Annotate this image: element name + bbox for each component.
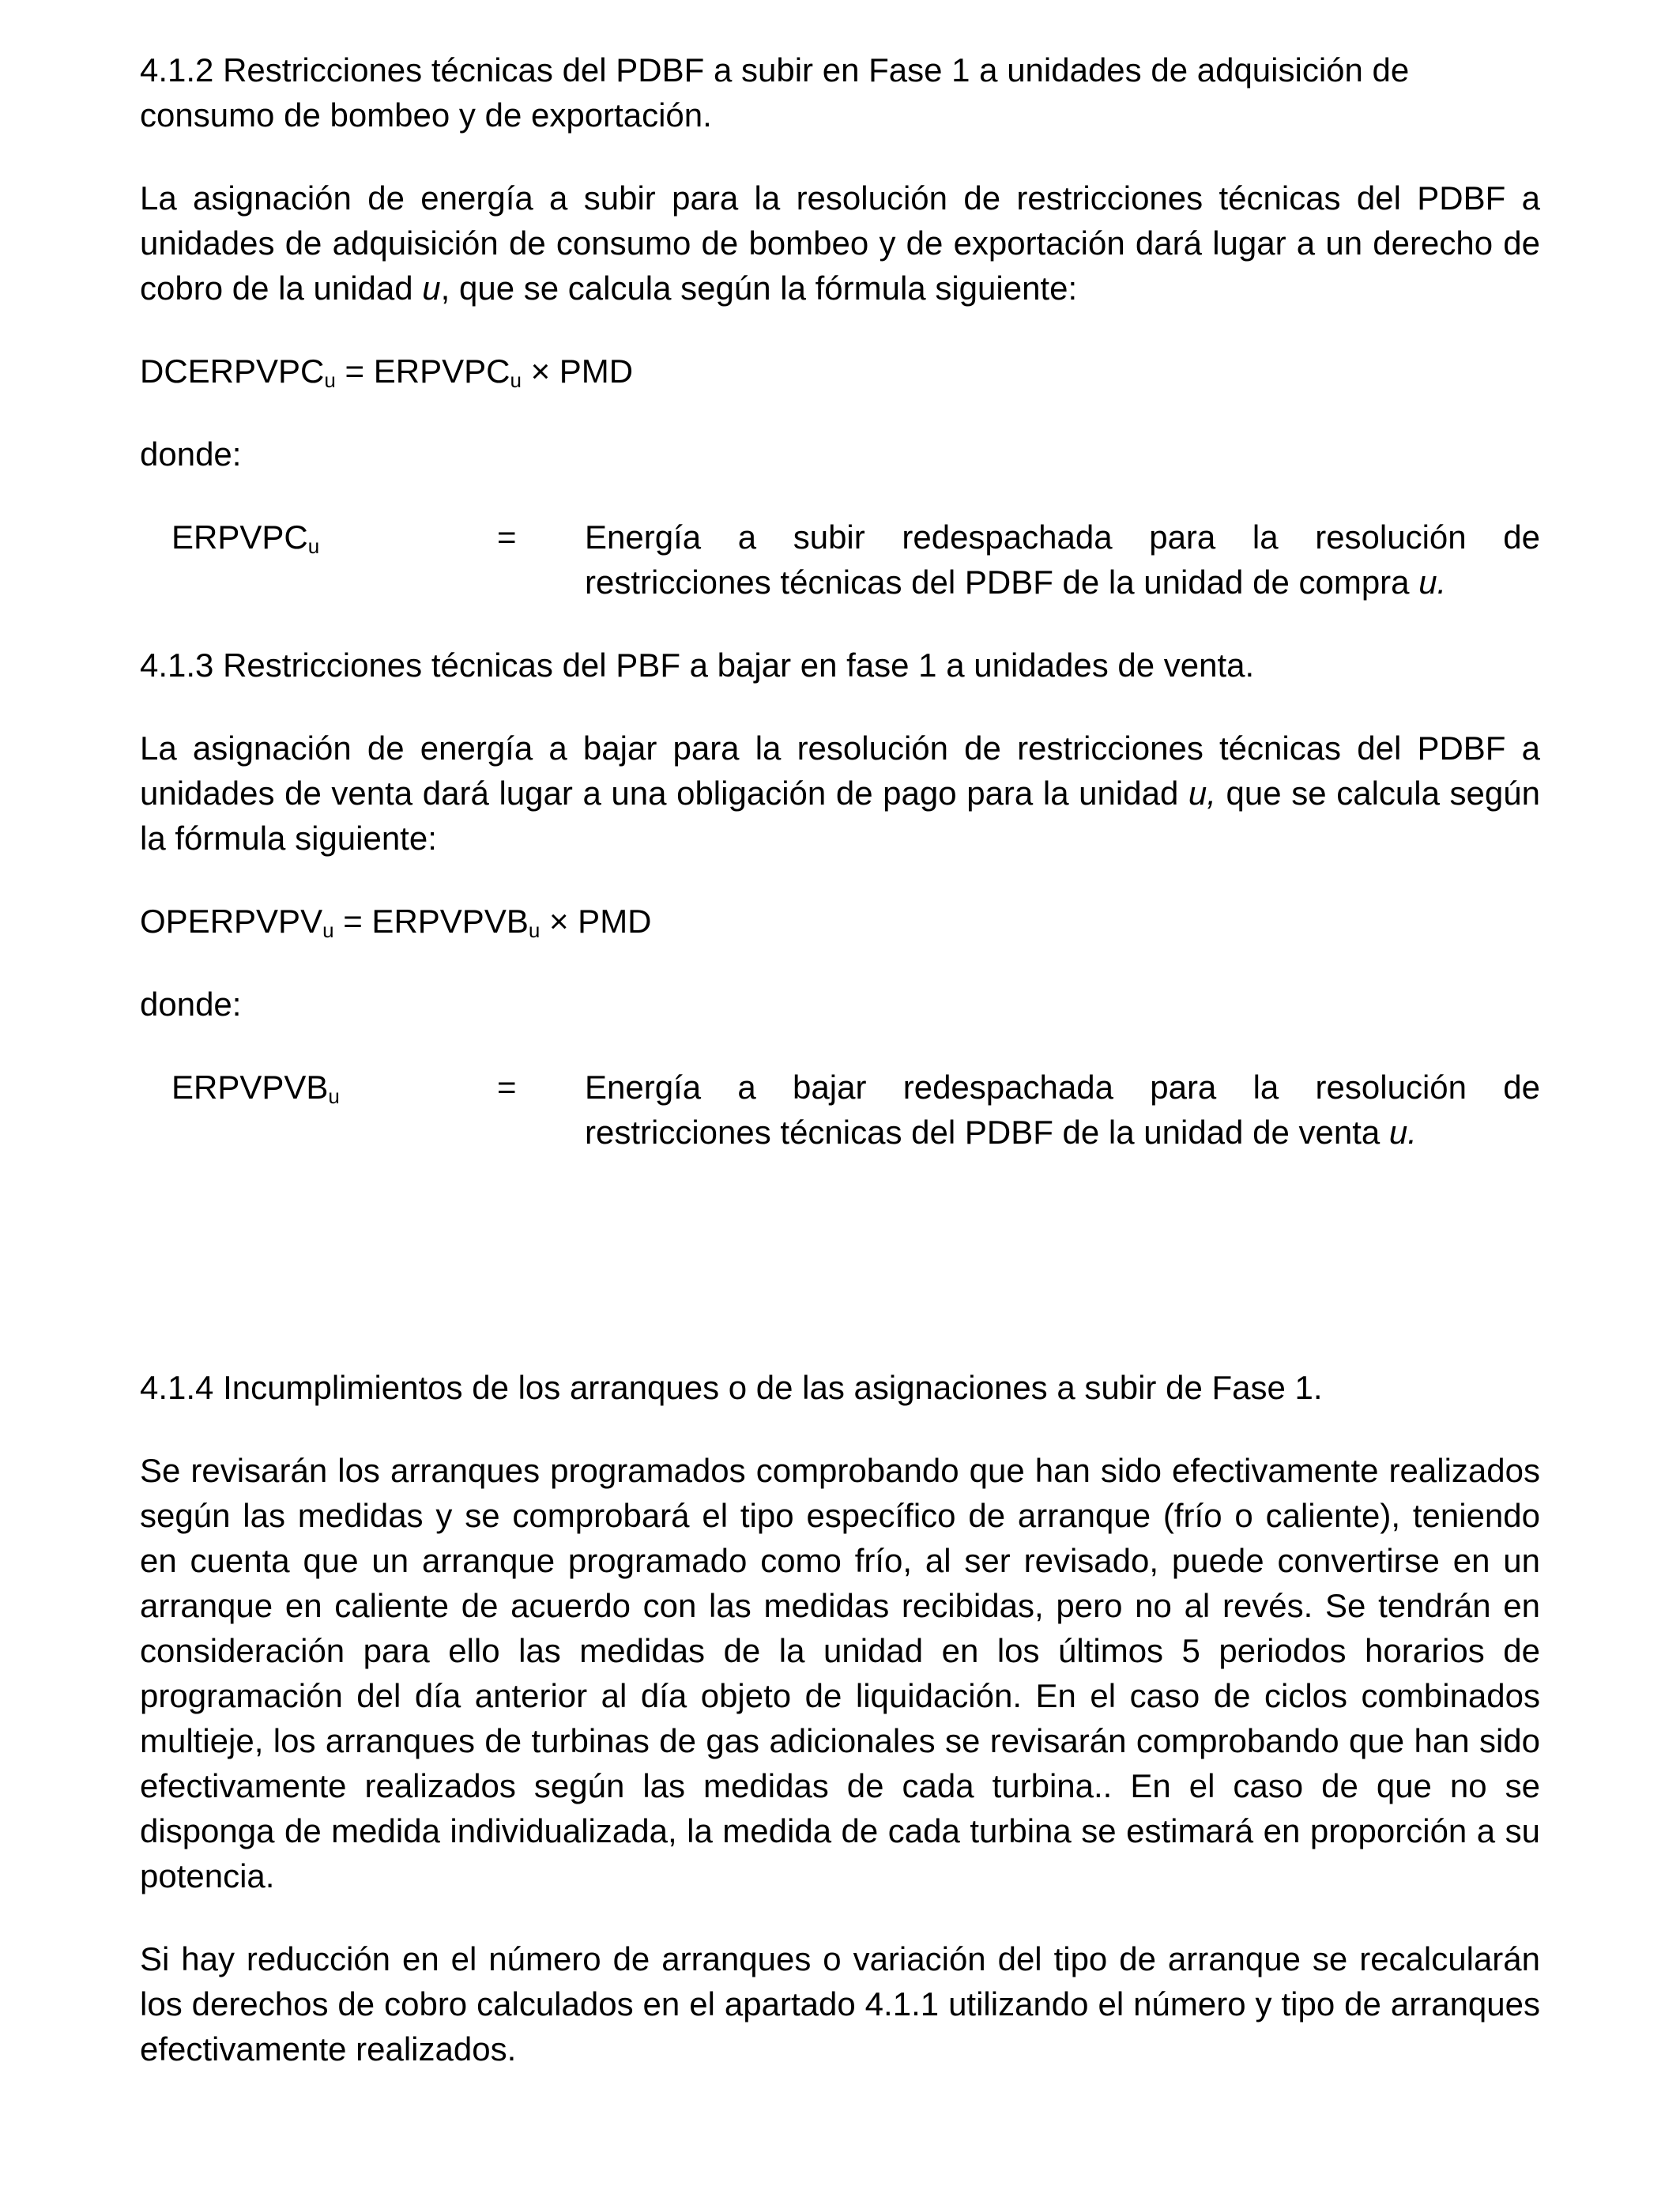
formula-mid-subscript: u: [510, 368, 522, 392]
formula-lhs: DCERPVPC: [140, 352, 325, 390]
formula-lhs: OPERPVPV: [140, 903, 323, 940]
description-text: Energía a subir redespachada para la resolución de restricciones técnicas del PDBF de la unidad de compra: [585, 518, 1540, 601]
unit-variable: u.: [1388, 1114, 1417, 1151]
description-text: Energía a bajar redespachada para la resolución de restricciones técnicas del PDBF de la unidad de venta: [585, 1069, 1540, 1151]
paragraph-text: que se calcula según la fórmula siguiente:: [140, 775, 1540, 857]
paragraph-4-1-3: [140, 726, 1540, 861]
paragraph-4-1-2: [140, 175, 1540, 311]
paragraph-text: La asignación de energía a subir para la resolución de restricciones técnicas del PDBF a unidades de adquisición de consumo de bombeo y de exportación dará lugar a un derecho de cobro de la unidad: [140, 179, 1540, 307]
donde-label: donde:: [140, 986, 242, 1023]
definition-description: [585, 1065, 1540, 1155]
unit-variable: u: [422, 270, 441, 307]
term-subscript: u: [328, 1084, 340, 1108]
definition-row-erpvpvb: [140, 1065, 1540, 1155]
definition-equals: =: [497, 1069, 517, 1106]
donde-label: donde:: [140, 435, 242, 473]
unit-variable: u.: [1418, 564, 1447, 601]
formula-dcerpvpc: [140, 349, 1540, 394]
unit-variable: u,: [1188, 775, 1216, 812]
term-text: ERPVPC: [171, 518, 308, 556]
formula-mid-subscript: u: [528, 918, 541, 942]
term-text: ERPVPVB: [171, 1069, 329, 1106]
section-heading-4-1-2: 4.1.2 Restricciones técnicas del PDBF a subir en Fase 1 a unidades de adquisición de consumo de bombeo y de exportación.: [140, 51, 1410, 134]
formula-rhs: × PMD: [540, 903, 652, 940]
paragraph-4-1-4-1: Se revisarán los arranques programados comprobando que han sido efectivamente realizados según las medidas y se comprobará el tipo específico de arranque (frío o caliente), teniendo en cuenta que un arranque programado como frío, al ser revisado, puede convertirse en un arranque en caliente de acuerdo con las medidas recibidas, pero no al revés. Se tendrán en consideración para ello las medidas de la unidad en los últimos 5 periodos horarios de programación del día anterior al día objeto de liquidación. En el caso de ciclos combinados multieje, los arranques de turbinas de gas adicionales se revisarán comprobando que han sido efectivamente realizados según las medidas de cada turbina.. En el caso de que no se disponga de medida individualizada, la medida de cada turbina se estimará en proporción a su potencia.: [140, 1452, 1540, 1894]
formula-mid: = ERPVPVB: [333, 903, 529, 940]
definition-equals: =: [497, 518, 517, 556]
definition-term: [140, 515, 456, 605]
formula-lhs-subscript: u: [324, 368, 336, 392]
definition-term: [140, 1065, 456, 1155]
term-subscript: u: [307, 534, 320, 558]
formula-mid: = ERPVPC: [335, 352, 510, 390]
formula-rhs: × PMD: [521, 352, 634, 390]
section-heading-4-1-3: 4.1.3 Restricciones técnicas del PBF a bajar en fase 1 a unidades de venta.: [140, 647, 1255, 684]
definition-description: [585, 515, 1540, 605]
formula-lhs-subscript: u: [322, 918, 334, 942]
document-page: [140, 47, 1540, 2071]
paragraph-4-1-4-2: Si hay reducción en el número de arranques o variación del tipo de arranque se recalcularán los derechos de cobro calculados en el apartado 4.1.1 utilizando el número y tipo de arranques efectivamente realizados.: [140, 1940, 1540, 2068]
definition-row-erpvpc: [140, 515, 1540, 605]
section-heading-4-1-4: 4.1.4 Incumplimientos de los arranques o de las asignaciones a subir de Fase 1.: [140, 1369, 1323, 1406]
paragraph-text: , que se calcula según la fórmula siguiente:: [440, 270, 1078, 307]
paragraph-text: La asignación de energía a bajar para la resolución de restricciones técnicas del PDBF a unidades de venta dará lugar a una obligación de pago para la unidad: [140, 729, 1540, 812]
formula-operpvpv: [140, 899, 1540, 944]
